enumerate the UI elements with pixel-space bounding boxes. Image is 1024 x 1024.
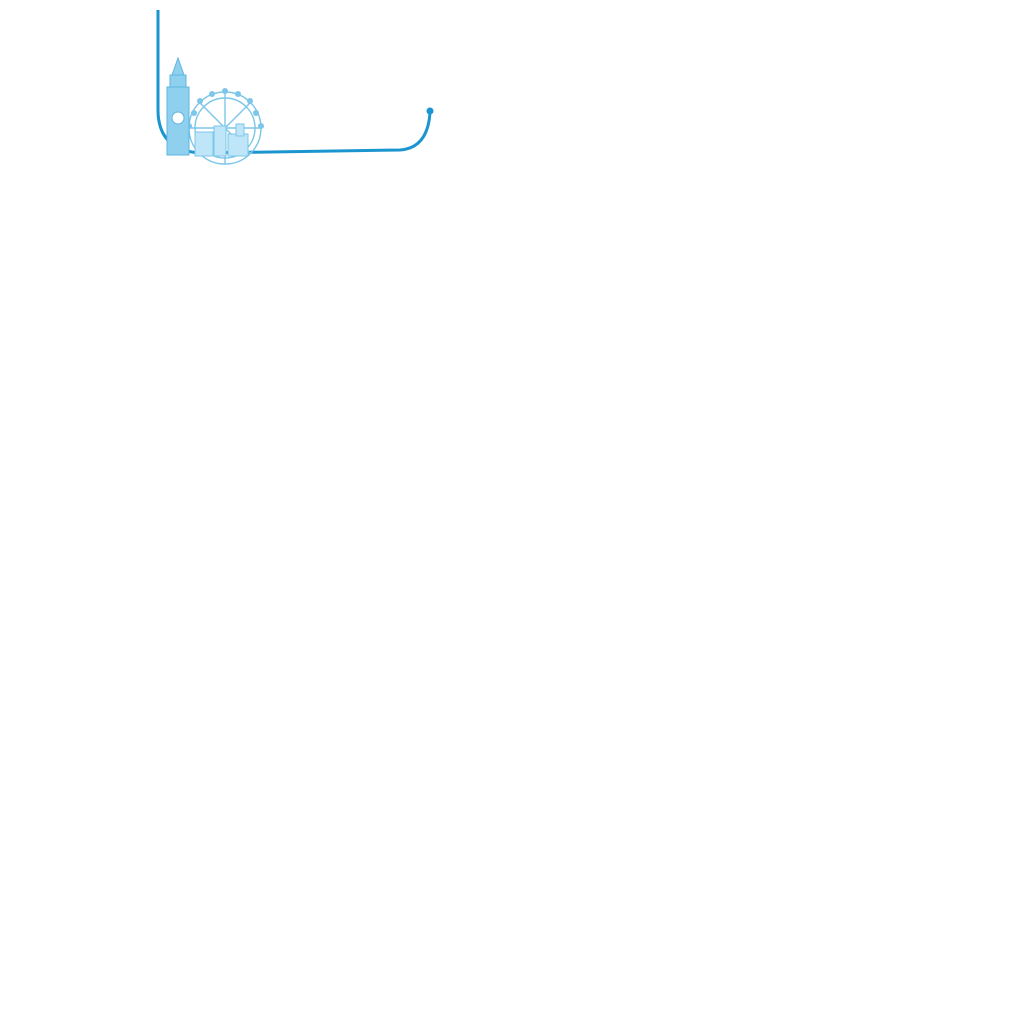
clock-tower-icon bbox=[167, 58, 189, 155]
city-skyline-icon bbox=[195, 124, 248, 156]
header-decoration bbox=[0, 0, 440, 170]
